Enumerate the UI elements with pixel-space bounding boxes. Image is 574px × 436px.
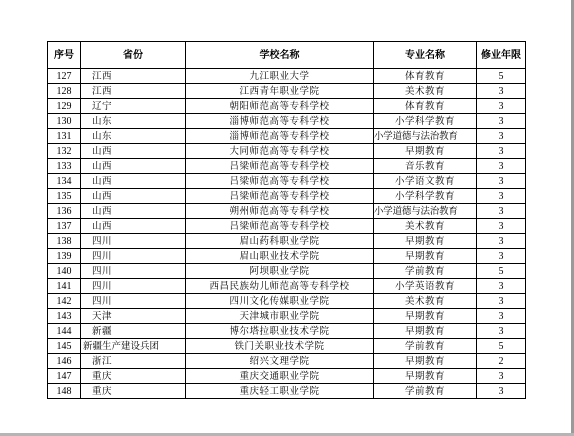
cell-major: 学前教育 (374, 384, 477, 399)
cell-school: 淄博师范高等专科学校 (186, 114, 374, 129)
cell-province: 山西 (81, 204, 186, 219)
table-row (48, 339, 526, 354)
cell-school: 铁门关职业技术学院 (186, 339, 374, 354)
table-row (48, 69, 526, 84)
cell-major: 音乐教育 (374, 159, 477, 174)
cell-no: 138 (48, 234, 81, 249)
cell-province: 辽宁 (81, 99, 186, 114)
cell-no: 143 (48, 309, 81, 324)
cell-major: 美术教育 (374, 84, 477, 99)
cell-no: 144 (48, 324, 81, 339)
cell-province: 重庆 (81, 384, 186, 399)
cell-school: 大同师范高等专科学校 (186, 144, 374, 159)
cell-major: 早期教育 (374, 354, 477, 369)
cell-province: 江西 (81, 84, 186, 99)
cell-province: 四川 (81, 234, 186, 249)
table-row (48, 174, 526, 189)
cell-no: 129 (48, 99, 81, 114)
cell-major: 小学科学教育 (374, 114, 477, 129)
cell-school: 眉山药科职业学院 (186, 234, 374, 249)
table-row (48, 159, 526, 174)
cell-school: 吕梁师范高等专科学校 (186, 189, 374, 204)
cell-no: 140 (48, 264, 81, 279)
table-row (48, 129, 526, 144)
cell-school: 吕梁师范高等专科学校 (186, 174, 374, 189)
table-row (48, 99, 526, 114)
cell-major: 美术教育 (374, 219, 477, 234)
table-row (48, 294, 526, 309)
cell-province: 四川 (81, 279, 186, 294)
cell-years: 3 (477, 99, 526, 114)
cell-major: 早期教育 (374, 324, 477, 339)
cell-major: 早期教育 (374, 369, 477, 384)
cell-no: 134 (48, 174, 81, 189)
cell-no: 139 (48, 249, 81, 264)
cell-years: 3 (477, 249, 526, 264)
cell-years: 3 (477, 84, 526, 99)
cell-province: 山西 (81, 159, 186, 174)
cell-province: 天津 (81, 309, 186, 324)
table-row (48, 204, 526, 219)
header-no: 序号 (48, 42, 81, 69)
cell-years: 3 (477, 234, 526, 249)
cell-years: 3 (477, 369, 526, 384)
cell-years: 3 (477, 309, 526, 324)
table-row (48, 114, 526, 129)
cell-no: 132 (48, 144, 81, 159)
table-row (48, 324, 526, 339)
cell-major: 小学道德与法治教育 (374, 129, 477, 144)
header-years: 修业年限 (477, 42, 526, 69)
cell-years: 3 (477, 114, 526, 129)
header-province: 省份 (81, 42, 186, 69)
cell-no: 141 (48, 279, 81, 294)
cell-no: 146 (48, 354, 81, 369)
table-row (48, 369, 526, 384)
table-row (48, 264, 526, 279)
table-body (48, 69, 526, 399)
cell-years: 3 (477, 384, 526, 399)
table-row (48, 84, 526, 99)
cell-province: 山西 (81, 144, 186, 159)
table-row (48, 249, 526, 264)
cell-no: 133 (48, 159, 81, 174)
cell-school: 阿坝职业学院 (186, 264, 374, 279)
cell-province: 江西 (81, 69, 186, 84)
cell-province: 山东 (81, 129, 186, 144)
cell-major: 体育教育 (374, 69, 477, 84)
cell-major: 美术教育 (374, 294, 477, 309)
cell-school: 九江职业大学 (186, 69, 374, 84)
cell-years: 3 (477, 219, 526, 234)
cell-no: 135 (48, 189, 81, 204)
table-header-row (48, 42, 526, 69)
cell-major: 早期教育 (374, 249, 477, 264)
cell-school: 朝阳师范高等专科学校 (186, 99, 374, 114)
cell-no: 145 (48, 339, 81, 354)
cell-province: 四川 (81, 249, 186, 264)
cell-school: 重庆轻工职业学院 (186, 384, 374, 399)
cell-school: 吕梁师范高等专科学校 (186, 219, 374, 234)
cell-years: 3 (477, 159, 526, 174)
cell-major: 早期教育 (374, 309, 477, 324)
cell-no: 136 (48, 204, 81, 219)
table-row (48, 219, 526, 234)
cell-no: 128 (48, 84, 81, 99)
cell-major: 小学英语教育 (374, 279, 477, 294)
cell-school: 四川文化传媒职业学院 (186, 294, 374, 309)
cell-years: 5 (477, 339, 526, 354)
cell-province: 新疆生产建设兵团 (81, 339, 186, 354)
cell-school: 眉山职业技术学院 (186, 249, 374, 264)
cell-years: 3 (477, 174, 526, 189)
cell-no: 147 (48, 369, 81, 384)
cell-years: 3 (477, 324, 526, 339)
cell-province: 山西 (81, 219, 186, 234)
cell-years: 5 (477, 264, 526, 279)
cell-province: 新疆 (81, 324, 186, 339)
cell-province: 四川 (81, 294, 186, 309)
school-major-table (47, 41, 526, 399)
cell-years: 3 (477, 189, 526, 204)
cell-province: 山东 (81, 114, 186, 129)
cell-major: 早期教育 (374, 234, 477, 249)
cell-no: 131 (48, 129, 81, 144)
cell-school: 朔州师范高等专科学校 (186, 204, 374, 219)
cell-no: 137 (48, 219, 81, 234)
cell-no: 127 (48, 69, 81, 84)
cell-no: 130 (48, 114, 81, 129)
table-row (48, 279, 526, 294)
header-school: 学校名称 (186, 42, 374, 69)
cell-school: 西昌民族幼儿师范高等专科学校 (186, 279, 374, 294)
cell-school: 博尔塔拉职业技术学院 (186, 324, 374, 339)
cell-years: 3 (477, 279, 526, 294)
cell-province: 山西 (81, 174, 186, 189)
table-row (48, 234, 526, 249)
cell-province: 浙江 (81, 354, 186, 369)
table-row (48, 189, 526, 204)
table-row (48, 354, 526, 369)
table-row (48, 384, 526, 399)
cell-province: 四川 (81, 264, 186, 279)
cell-no: 148 (48, 384, 81, 399)
cell-major: 小学科学教育 (374, 189, 477, 204)
header-major: 专业名称 (374, 42, 477, 69)
cell-years: 3 (477, 144, 526, 159)
cell-major: 学前教育 (374, 339, 477, 354)
cell-major: 小学语文教育 (374, 174, 477, 189)
cell-province: 山西 (81, 189, 186, 204)
cell-major: 早期教育 (374, 144, 477, 159)
table-row (48, 309, 526, 324)
cell-years: 2 (477, 354, 526, 369)
cell-years: 3 (477, 294, 526, 309)
cell-school: 绍兴文理学院 (186, 354, 374, 369)
cell-years: 5 (477, 69, 526, 84)
cell-years: 3 (477, 129, 526, 144)
cell-major: 学前教育 (374, 264, 477, 279)
table-row (48, 144, 526, 159)
cell-no: 142 (48, 294, 81, 309)
cell-province: 重庆 (81, 369, 186, 384)
cell-school: 淄博师范高等专科学校 (186, 129, 374, 144)
cell-school: 吕梁师范高等专科学校 (186, 159, 374, 174)
cell-school: 重庆交通职业学院 (186, 369, 374, 384)
cell-major: 体育教育 (374, 99, 477, 114)
cell-school: 天津城市职业学院 (186, 309, 374, 324)
cell-major: 小学道德与法治教育 (374, 204, 477, 219)
cell-school: 江西青年职业学院 (186, 84, 374, 99)
cell-years: 3 (477, 204, 526, 219)
